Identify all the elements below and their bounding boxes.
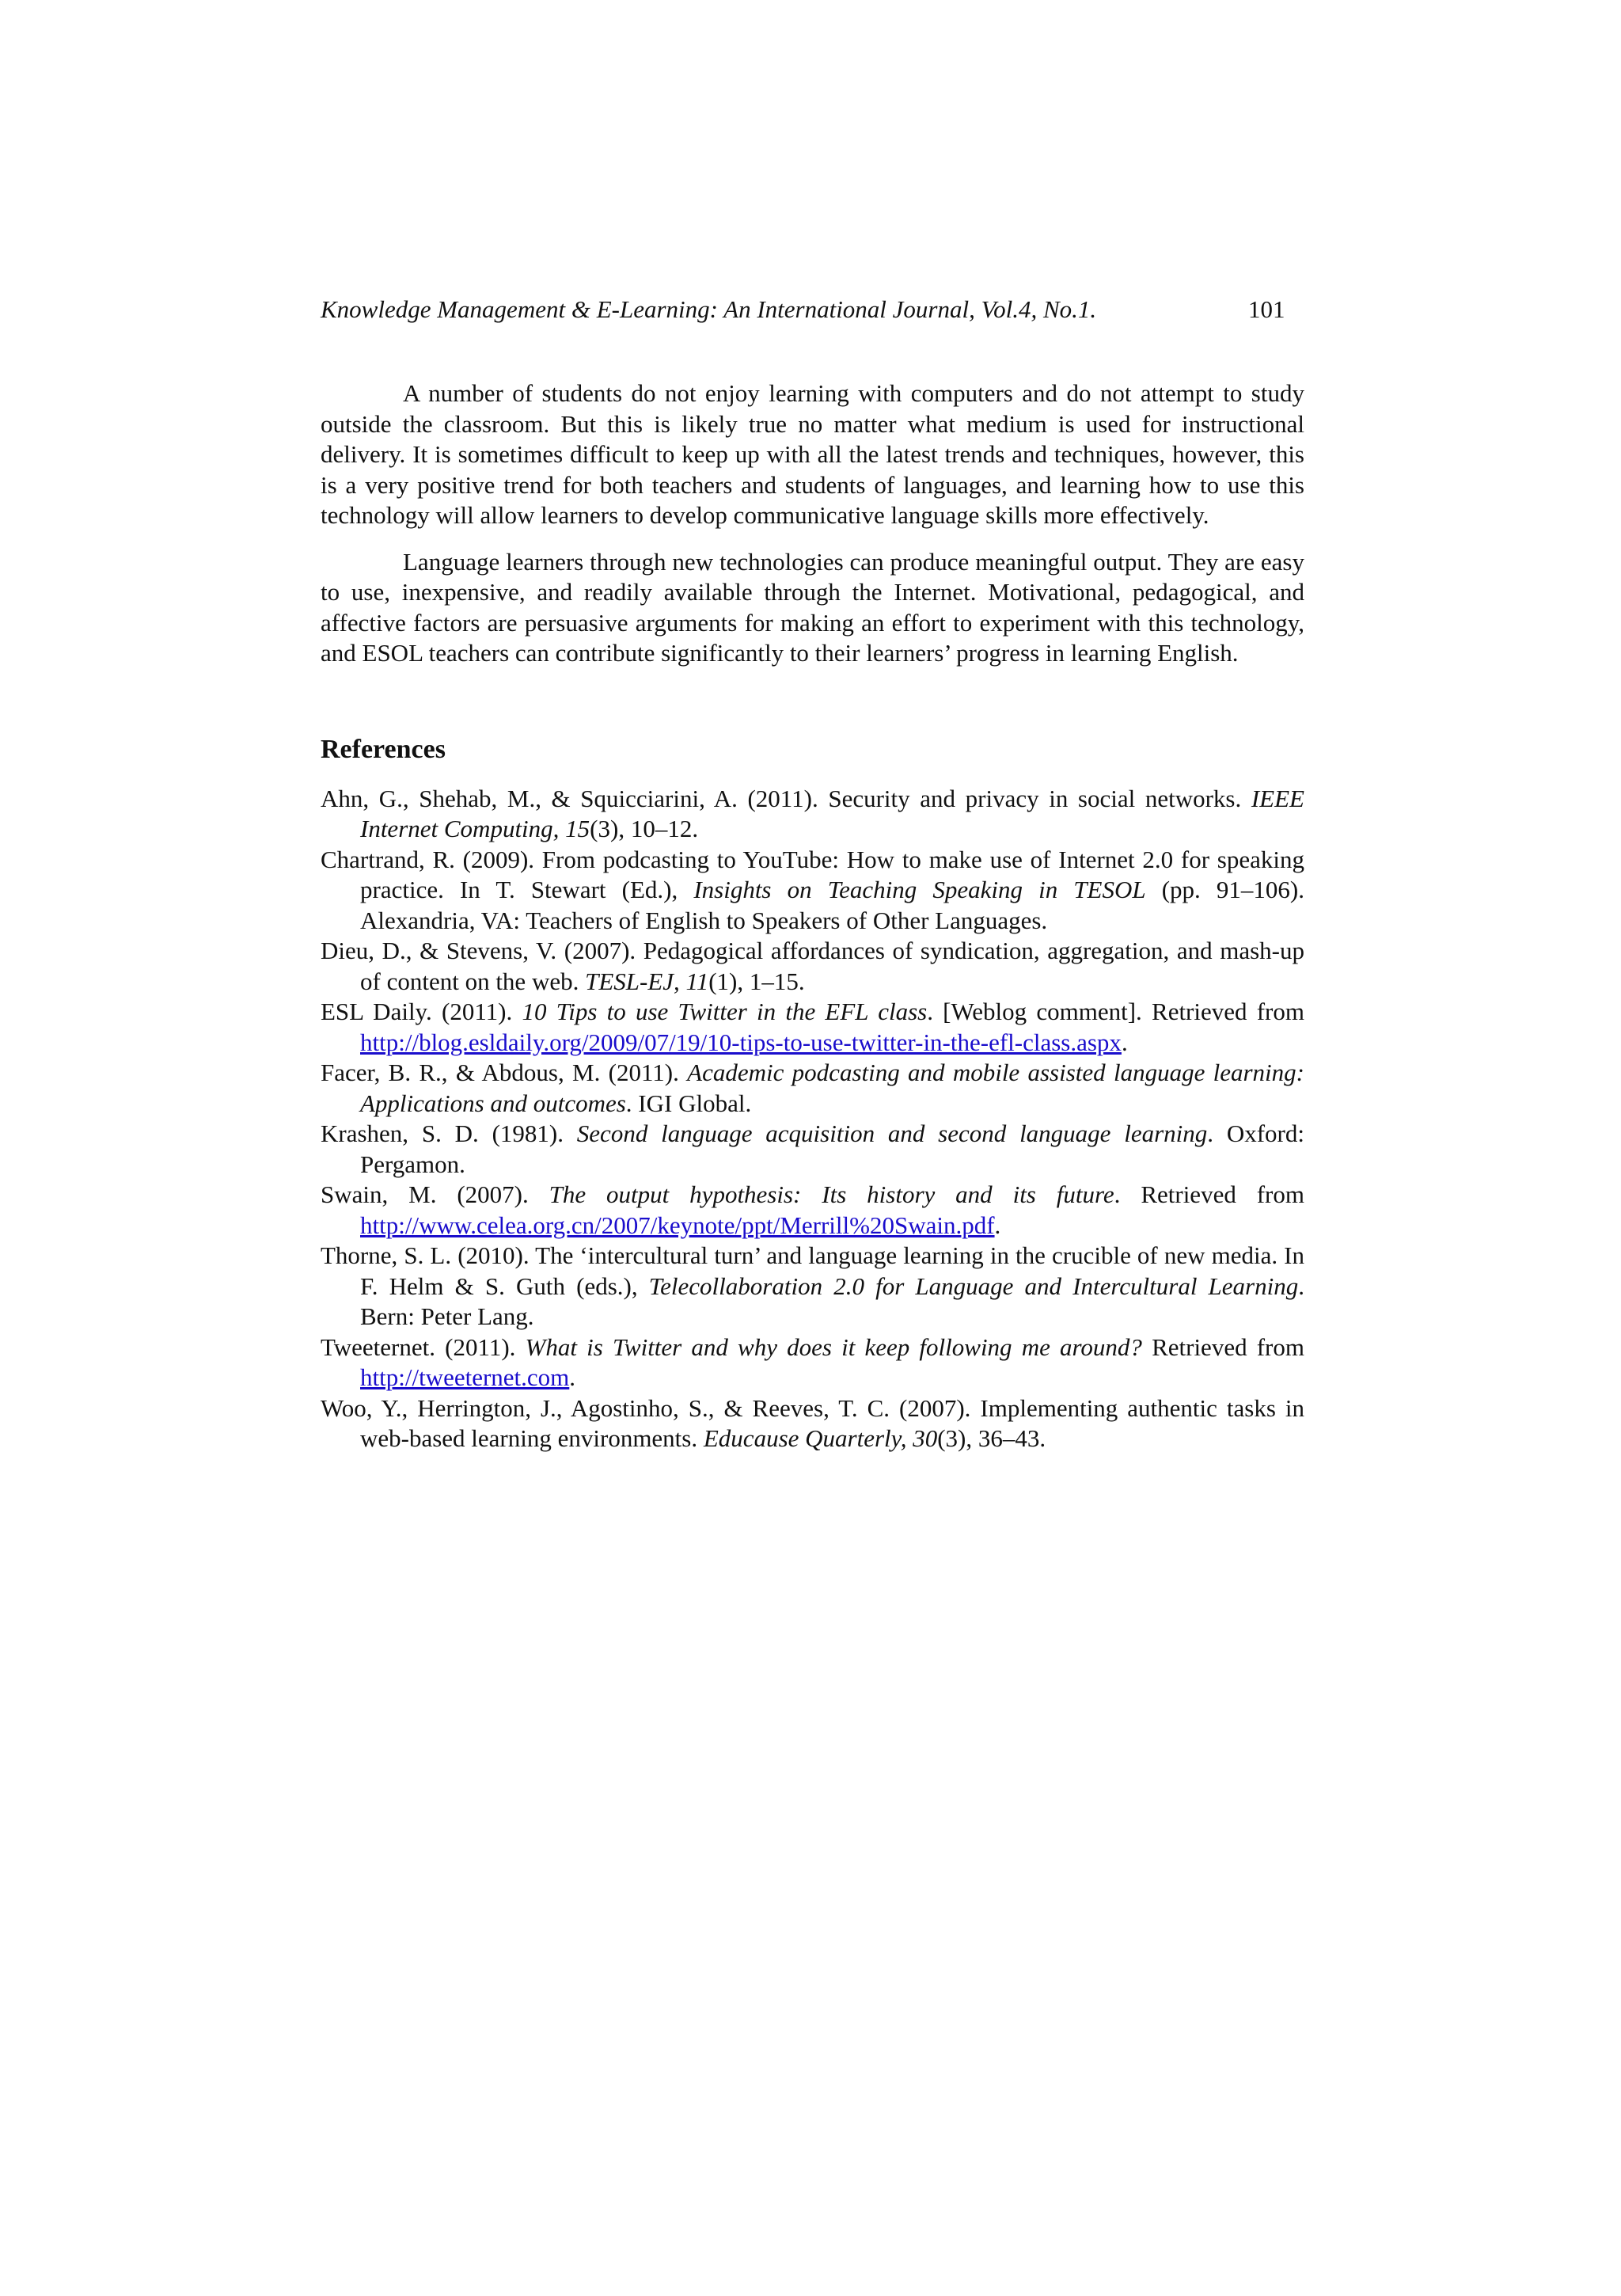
reference-item: Dieu, D., & Stevens, V. (2007). Pedagogical affordances of syndication, aggregation, and mash-up of content on the web. TESL-EJ, 11(1), 1–15. bbox=[321, 937, 1304, 995]
reference-list bbox=[321, 784, 1304, 1454]
reference-item: Thorne, S. L. (2010). The ‘intercultural turn’ and language learning in the crucible of new media. In F. Helm & S. Guth (eds.), Telecollaboration 2.0 for Language and Intercultural Learning. Bern: Peter Lang. bbox=[321, 1241, 1304, 1330]
reference-link[interactable]: http://blog.esldaily.org/2009/07/19/10-tips-to-use-twitter-in-the-efl-class.aspx bbox=[360, 1028, 1122, 1056]
reference-item: ESL Daily. (2011). 10 Tips to use Twitter in the EFL class. [Weblog comment]. Retrieved from http://blog.esldaily.org/2009/07/19/10-tips-to-use-twitter-in-the-efl-class.aspx. bbox=[321, 998, 1304, 1056]
reference-item: Ahn, G., Shehab, M., & Squicciarini, A. (2011). Security and privacy in social networks. IEEE Internet Computing, 15(3), 10–12. bbox=[321, 784, 1304, 842]
reference-item: Facer, B. R., & Abdous, M. (2011). Academic podcasting and mobile assisted language learning: Applications and outcomes. IGI Global. bbox=[321, 1059, 1304, 1117]
reference-link[interactable]: http://tweeternet.com bbox=[360, 1363, 570, 1391]
journal-title: Knowledge Management & E-Learning: An International Journal, Vol.4, No.1. bbox=[321, 295, 1097, 323]
reference-item: Chartrand, R. (2009). From podcasting to YouTube: How to make use of Internet 2.0 for speaking practice. In T. Stewart (Ed.), Insights on Teaching Speaking in TESOL (pp. 91–106). Alexandria, VA: Teachers of English to Speakers of Other Languages. bbox=[321, 845, 1304, 934]
paragraph: A number of students do not enjoy learning with computers and do not attempt to study outside the classroom. But this is likely true no matter what medium is used for instructional delivery. It is sometimes difficult to keep up with all the latest trends and techniques, however, this is a very positive trend for both teachers and students of languages, and learning how to use this technology will allow learners to develop communicative language skills more effectively. bbox=[321, 379, 1304, 529]
paragraph: Language learners through new technologies can produce meaningful output. They are easy to use, inexpensive, and readily available through the Internet. Motivational, pedagogical, and affective factors are persuasive arguments for making an effort to experiment with this technology, and ESOL teachers can contribute significantly to their learners’ progress in learning English. bbox=[321, 547, 1304, 667]
page-number: 101 bbox=[1248, 295, 1285, 323]
reference-item: Krashen, S. D. (1981). Second language acquisition and second language learning. Oxford: Pergamon. bbox=[321, 1119, 1304, 1178]
references-heading: References bbox=[321, 734, 446, 764]
journal-page bbox=[321, 290, 1304, 1454]
reference-item: Woo, Y., Herrington, J., Agostinho, S., & Reeves, T. C. (2007). Implementing authentic tasks in web-based learning environments. Educause Quarterly, 30(3), 36–43. bbox=[321, 1393, 1304, 1452]
running-header bbox=[321, 290, 1304, 329]
reference-link[interactable]: http://www.celea.org.cn/2007/keynote/ppt/Merrill%20Swain.pdf bbox=[360, 1211, 995, 1239]
reference-item: Tweeternet. (2011). What is Twitter and why does it keep following me around? Retrieved from http://tweeternet.com. bbox=[321, 1332, 1304, 1391]
body-text bbox=[321, 378, 1304, 669]
reference-item: Swain, M. (2007). The output hypothesis: Its history and its future. Retrieved from http://www.celea.org.cn/2007/keynote/ppt/Merrill%20Swain.pdf. bbox=[321, 1180, 1304, 1239]
